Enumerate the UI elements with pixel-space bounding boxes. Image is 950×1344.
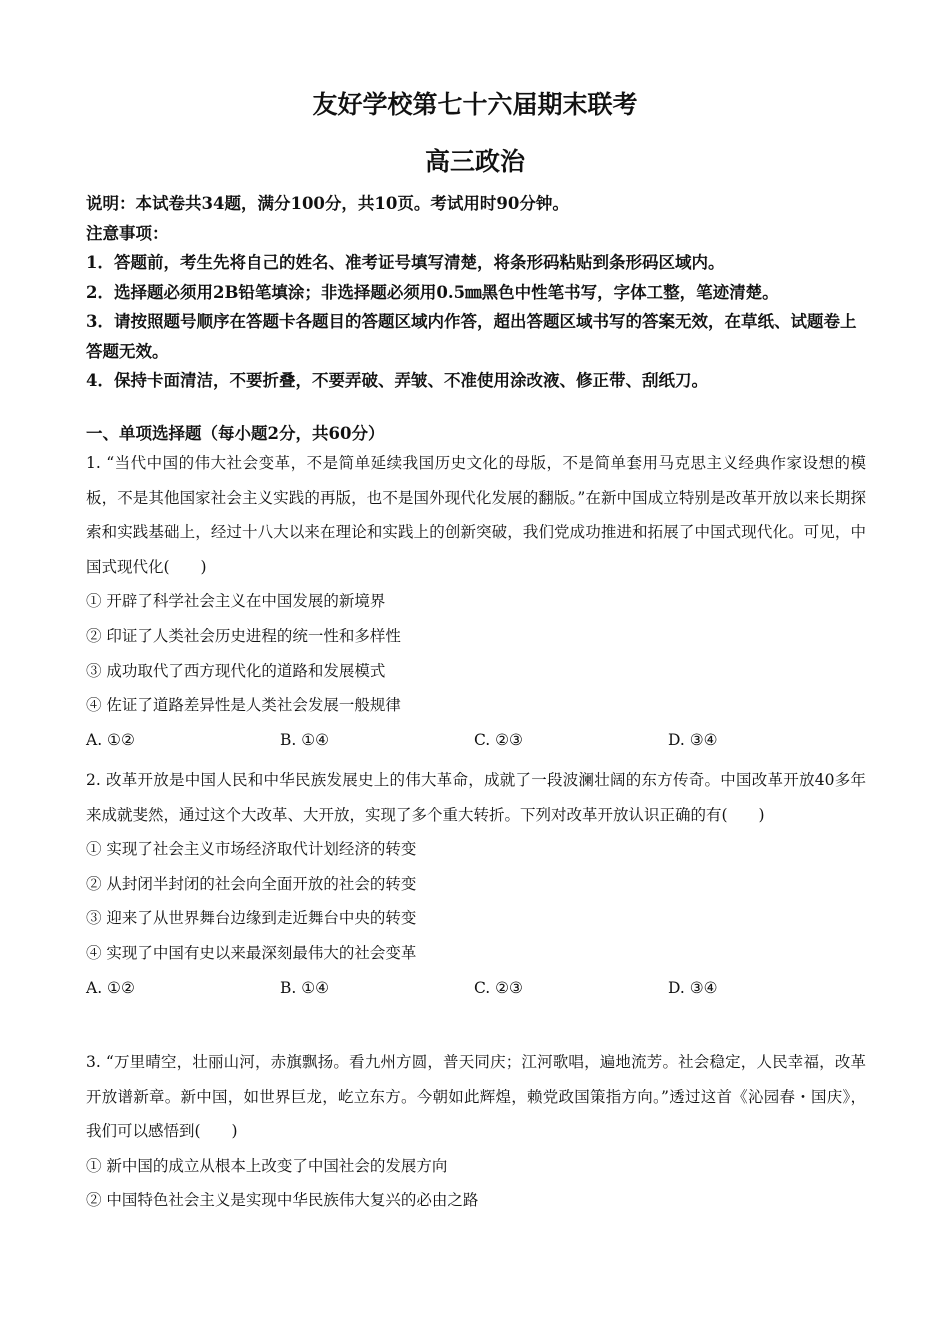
question-option: ① 实现了社会主义市场经济取代计划经济的转变 (86, 840, 417, 859)
question-option: ④ 佐证了道路差异性是人类社会发展一般规律 (86, 696, 401, 715)
question-option: ① 新中国的成立从根本上改变了中国社会的发展方向 (86, 1156, 448, 1175)
choice-d: D. ③④ (668, 978, 718, 997)
question-option: ③ 迎来了从世界舞台边缘到走近舞台中央的转变 (86, 909, 417, 928)
question-2 (86, 763, 866, 1005)
exam-title: 友好学校第七十六届期末联考 (312, 90, 638, 119)
question-option: ② 印证了人类社会历史进程的统一性和多样性 (86, 626, 401, 645)
question-stem: 1. “当代中国的伟大社会变革，不是简单延续我国历史文化的母版，不是简单套用马克思主义经典作家设想的模板，不是其他国家社会主义实践的再版，也不是国外现代化发展的翻版。”在新中国成立特别是改革开放以来长期探索和实践基础上，经过十八大以来在理论和实践上的创新突破，我们党成功推进和拓展了中国式现代化。可见，中国式现代化( ) (86, 454, 866, 576)
answer-choices (86, 723, 866, 758)
choice-c: C. ②③ (474, 730, 523, 749)
exam-subtitle: 高三政治 (424, 147, 525, 176)
section-heading: 一、单项选择题（每小题2分，共60分） (86, 424, 385, 443)
choice-a: A. ①② (86, 730, 135, 749)
question-1 (86, 446, 866, 757)
exam-description: 说明：本试卷共34题，满分100分，共10页。考试用时90分钟。 (86, 194, 569, 213)
notice-item: 2．选择题必须用2B铅笔填涂；非选择题必须用0.5㎜黑色中性笔书写，字体工整，笔迹清楚。 (86, 282, 779, 302)
question-option: ③ 成功取代了西方现代化的道路和发展模式 (86, 661, 386, 680)
exam-notice (86, 189, 866, 396)
notice-heading: 注意事项： (86, 223, 169, 243)
question-stem: 3. “万里晴空，壮丽山河，赤旗飘扬。看九州方圆，普天同庆；江河歌唱，遍地流芳。社会稳定，人民幸福，改革开放谱新章。新中国，如世界巨龙，屹立东方。今朝如此辉煌，赖党政国策指方向。”透过这首《沁园春・国庆》，我们可以感悟到( ) (86, 1053, 866, 1141)
question-option: ① 开辟了科学社会主义在中国发展的新境界 (86, 592, 386, 611)
choice-d: D. ③④ (668, 730, 718, 749)
answer-choices (86, 971, 866, 1006)
notice-item: 3．请按照题号顺序在答题卡各题目的答题区域内作答，超出答题区域书写的答案无效，在草纸、试题卷上答题无效。 (86, 312, 857, 361)
notice-item: 4．保持卡面清洁，不要折叠，不要弄破、弄皱、不准使用涂改液、修正带、刮纸刀。 (86, 371, 708, 390)
question-option: ④ 实现了中国有史以来最深刻最伟大的社会变革 (86, 943, 417, 962)
question-option: ② 中国特色社会主义是实现中华民族伟大复兴的必由之路 (86, 1191, 479, 1210)
choice-c: C. ②③ (474, 978, 523, 997)
question-option: ② 从封闭半封闭的社会向全面开放的社会的转变 (86, 874, 417, 893)
choice-a: A. ①② (86, 978, 135, 997)
notice-item: 1．答题前，考生先将自己的姓名、准考证号填写清楚，将条形码粘贴到条形码区域内。 (86, 253, 725, 272)
question-stem: 2. 改革开放是中国人民和中华民族发展史上的伟大革命，成就了一段波澜壮阔的东方传奇。中国改革开放40多年来成就斐然，通过这个大改革、大开放，实现了多个重大转折。下列对改革开放认识正确的有( ) (86, 771, 866, 824)
choice-b: B. ①④ (280, 730, 330, 749)
choice-b: B. ①④ (280, 978, 330, 997)
question-3 (86, 1045, 866, 1218)
